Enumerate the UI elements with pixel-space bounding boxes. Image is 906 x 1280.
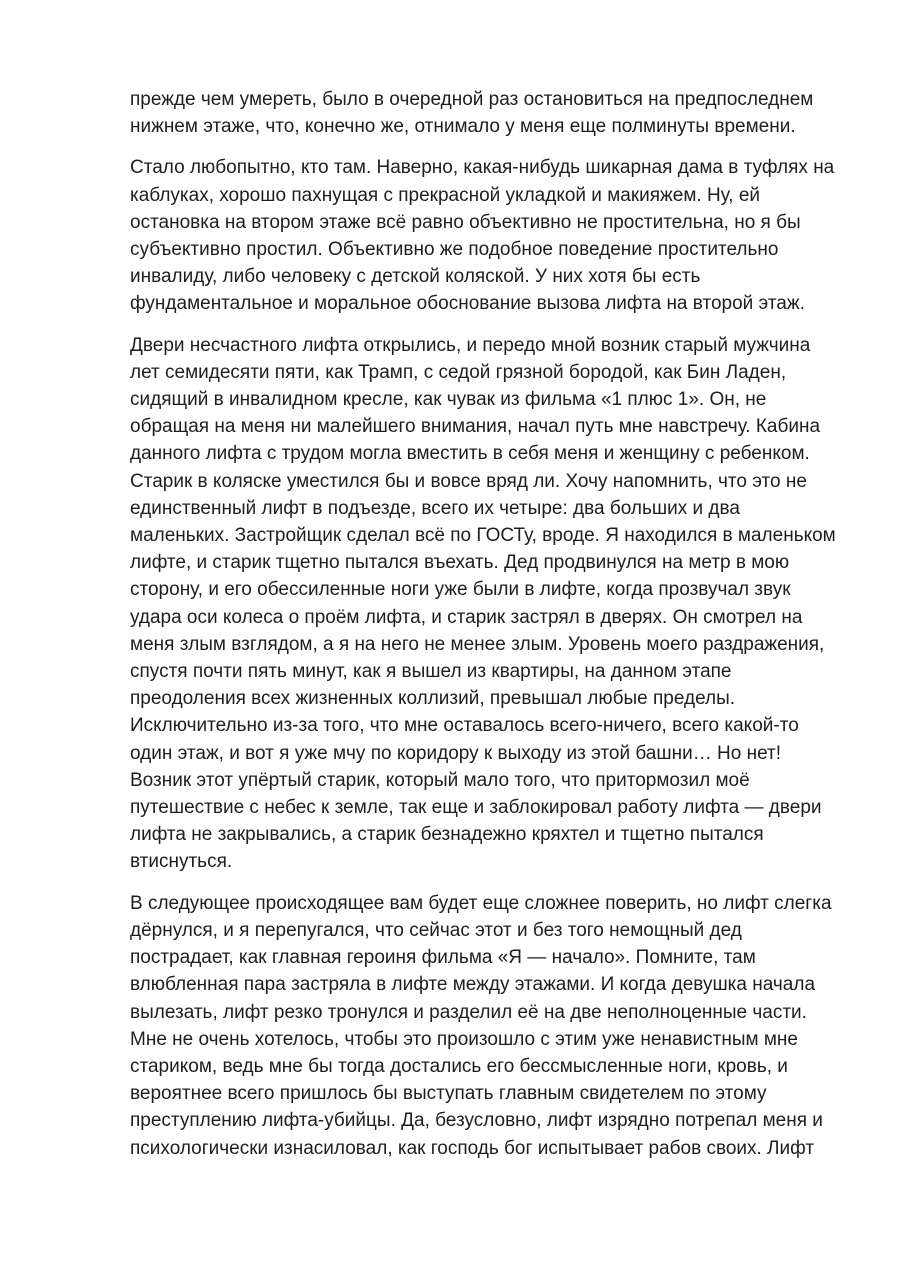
document-page: [130, 86, 838, 1176]
paragraph-1: прежде чем умереть, было в очередной раз остановиться на предпоследнем нижнем этаже, что, конечно же, отнимало у меня еще полминуты времени.: [130, 89, 814, 138]
paragraph-4: В следующее происходящее вам будет еще сложнее поверить, но лифт слегка дёрнулся, и я перепугался, что сейчас этот и без того немощный дед пострадает, как главная героиня фильма «Я — начало». Помните, там влюбленная пара застряла в лифте между этажами. И когда девушка начала вылезать, лифт резко тронулся и разделил её на две неполноценные части. Мне не очень хотелось, чтобы это произошло с этим уже ненавистным мне стариком, ведь мне бы тогда достались его бессмысленные ноги, кровь, и вероятнее всего пришлось бы выступать главным свидетелем по этому преступлению лифта-убийцы. Да, безусловно, лифт изрядно потрепал меня и психологически изнасиловал, как господь бог испытывает рабов своих. Лифт: [130, 892, 832, 1159]
paragraph-3: Двери несчастного лифта открылись, и передо мной возник старый мужчина лет семидесяти пяти, как Трамп, с седой грязной бородой, как Бин Ладен, сидящий в инвалидном кресле, как чувак из фильма «1 плюс 1». Он, не обращая на меня ни малейшего внимания, начал путь мне навстречу. Кабина данного лифта с трудом могла вместить в себя меня и женщину с ребенком. Старик в коляске уместился бы и вовсе вряд ли. Хочу напомнить, что это не единственный лифт в подъезде, всего их четыре: два больших и два маленьких. Застройщик сделал всё по ГОСТу, вроде. Я находился в маленьком лифте, и старик тщетно пытался въехать. Дед продвинулся на метр в мою сторону, и его обессиленные ноги уже были в лифте, когда прозвучал звук удара оси колеса о проём лифта, и старик застрял в дверях. Он смотрел на меня злым взглядом, а я на него не менее злым. Уровень моего раздражения, спустя почти пять минут, как я вышел из квартиры, на данном этапе преодоления всех жизненных коллизий, превышал любые пределы. Исключительно из-за того, что мне оставалось всего-ничего, всего какой-то один этаж, и вот я уже мчу по коридору к выходу из этой башни… Но нет! Возник этот упёртый старик, который мало того, что притормозил моё путешествие с небес к земле, так еще и заблокировал работу лифта — двери лифта не закрывались, а старик безнадежно кряхтел и тщетно пытался втиснуться.: [130, 334, 836, 873]
paragraph-2: Стало любопытно, кто там. Наверно, какая-нибудь шикарная дама в туфлях на каблуках, хорошо пахнущая с прекрасной укладкой и макияжем. Ну, ей остановка на втором этаже всё равно объективно не простительна, но я бы субъективно простил. Объективно же подобное поведение простительно инвалиду, либо человеку с детской коляской. У них хотя бы есть фундаментальное и моральное обоснование вызова лифта на второй этаж.: [130, 157, 835, 315]
